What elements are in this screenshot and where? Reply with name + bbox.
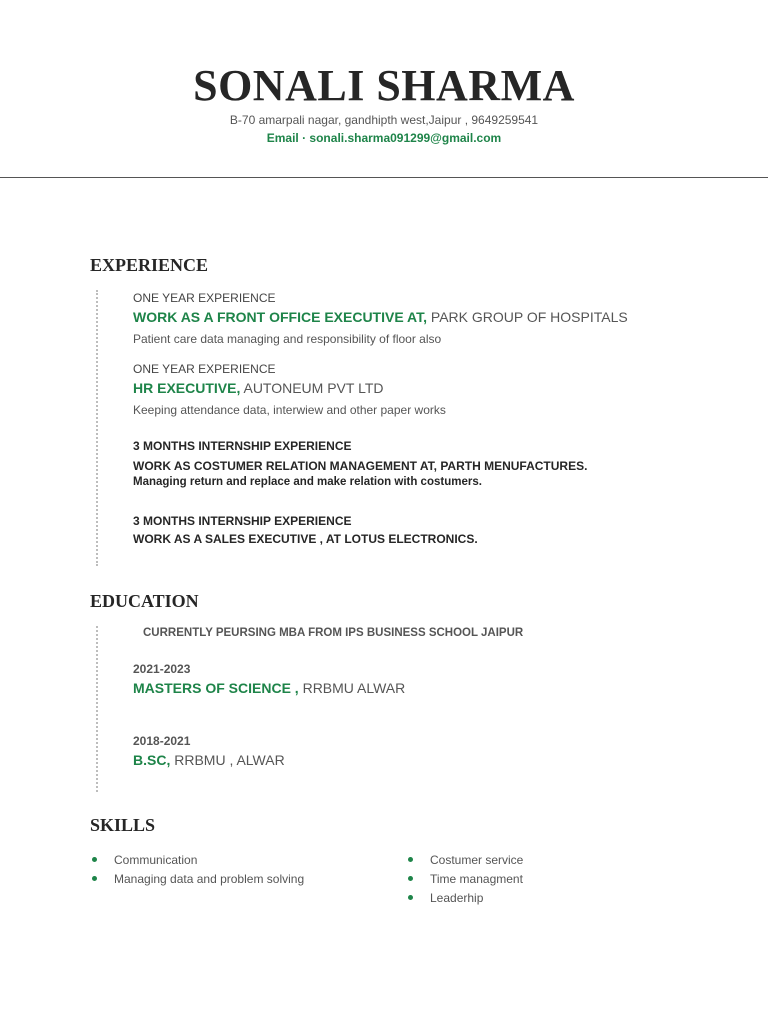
experience-role: WORK AS COSTUMER RELATION MANAGEMENT AT, PARTH MENUFACTURES. bbox=[133, 459, 588, 473]
experience-role-line bbox=[133, 309, 628, 325]
education-years: 2018-2021 bbox=[133, 734, 191, 748]
education-timeline bbox=[96, 626, 98, 792]
education-years: 2021-2023 bbox=[133, 662, 191, 676]
bullet-icon bbox=[92, 876, 97, 881]
experience-role: HR EXECUTIVE, bbox=[133, 380, 241, 396]
experience-duration: 3 MONTHS INTERNSHIP EXPERIENCE bbox=[133, 439, 352, 453]
education-school: RRBMU , ALWAR bbox=[170, 752, 285, 768]
experience-desc: Managing return and replace and make relation with costumers. bbox=[133, 476, 482, 488]
experience-heading: EXPERIENCE bbox=[90, 255, 209, 275]
bullet-icon bbox=[92, 857, 97, 862]
bullet-icon bbox=[408, 876, 413, 881]
experience-org: AUTONEUM PVT LTD bbox=[240, 380, 384, 396]
education-degree-line bbox=[133, 752, 285, 768]
experience-duration: ONE YEAR EXPERIENCE bbox=[133, 291, 276, 305]
experience-duration: 3 MONTHS INTERNSHIP EXPERIENCE bbox=[133, 514, 352, 528]
experience-timeline bbox=[96, 290, 98, 566]
email[interactable]: Email · sonali.sharma091299@gmail.com bbox=[266, 131, 502, 145]
experience-desc: Keeping attendance data, interwiew and other paper works bbox=[133, 403, 446, 417]
education-degree-line bbox=[133, 680, 405, 696]
skill-item: Costumer service bbox=[408, 853, 523, 867]
header-divider bbox=[0, 177, 768, 178]
education-note: CURRENTLY PEURSING MBA FROM IPS BUSINESS SCHOOL JAIPUR bbox=[143, 627, 524, 639]
experience-org: PARK GROUP OF HOSPITALS bbox=[427, 309, 628, 325]
education-degree: MASTERS OF SCIENCE , bbox=[133, 680, 299, 696]
experience-role: WORK AS A SALES EXECUTIVE , AT LOTUS ELECTRONICS. bbox=[133, 532, 478, 546]
bullet-icon bbox=[408, 895, 413, 900]
education-school: RRBMU ALWAR bbox=[298, 680, 406, 696]
skill-item: Time managment bbox=[408, 872, 523, 886]
address: B-70 amarpali nagar, gandhipth west,Jaipur , 9649259541 bbox=[229, 113, 539, 127]
skill-item: Leaderhip bbox=[408, 891, 483, 905]
education-degree: B.SC, bbox=[133, 752, 171, 768]
resume-name: SONALI SHARMA bbox=[193, 61, 575, 110]
experience-desc: Patient care data managing and responsibility of floor also bbox=[133, 332, 442, 346]
skill-item: Managing data and problem solving bbox=[92, 872, 304, 886]
experience-role-line bbox=[133, 380, 384, 396]
experience-duration: ONE YEAR EXPERIENCE bbox=[133, 362, 276, 376]
experience-role: WORK AS A FRONT OFFICE EXECUTIVE AT, bbox=[133, 309, 427, 325]
skill-item: Communication bbox=[92, 853, 197, 867]
skills-heading: SKILLS bbox=[90, 815, 156, 835]
bullet-icon bbox=[408, 857, 413, 862]
education-heading: EDUCATION bbox=[90, 591, 199, 611]
